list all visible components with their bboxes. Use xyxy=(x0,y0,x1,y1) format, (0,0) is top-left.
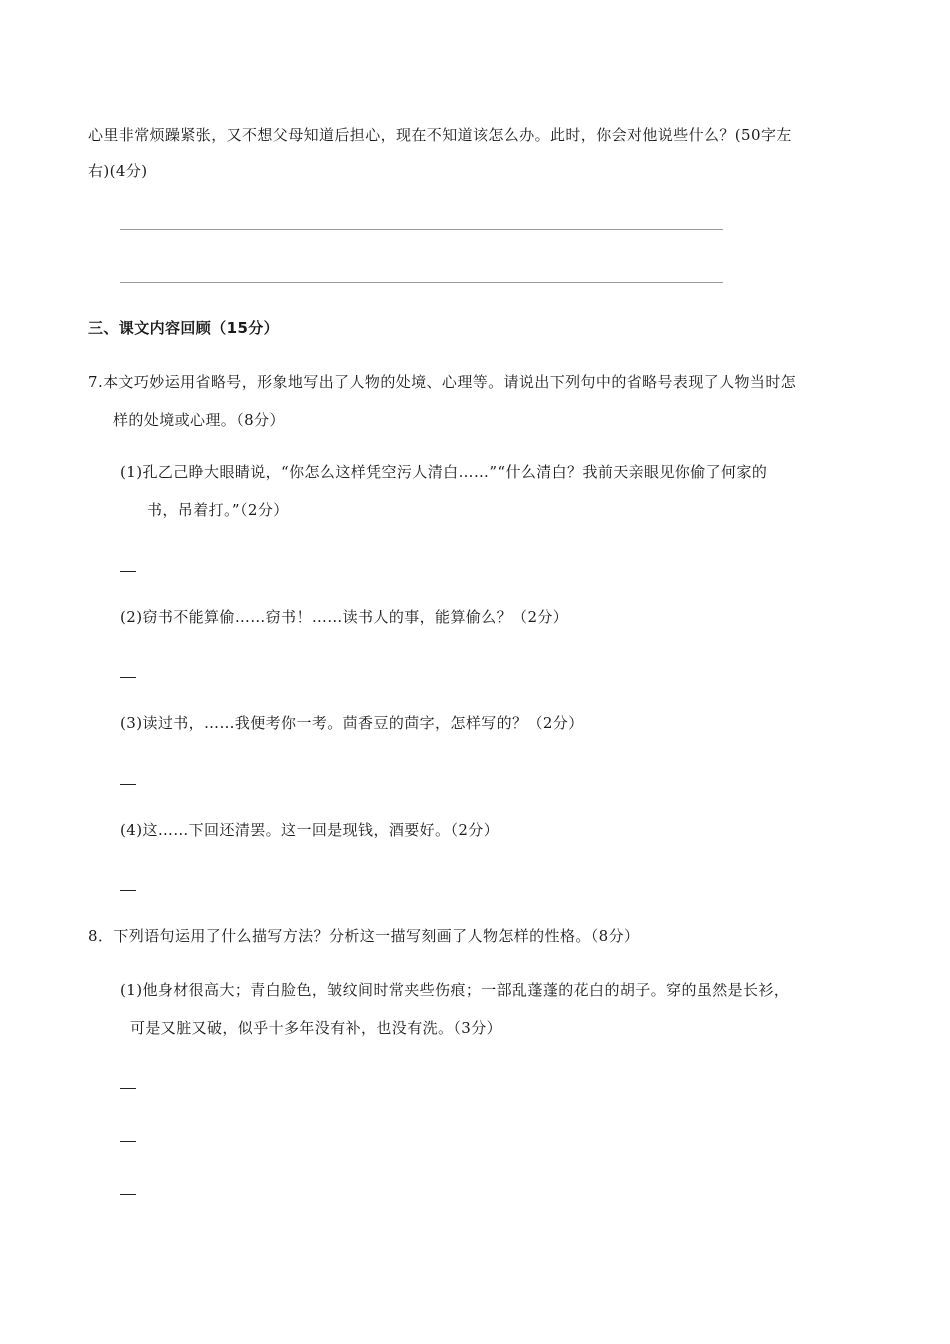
question-7-line-2: 样的处境或心理。（8分） xyxy=(113,411,285,429)
section-heading: 三、课文内容回顾（15分） xyxy=(88,319,280,337)
answer-line[interactable] xyxy=(120,229,723,230)
question-7-3: (3)读过书，……我便考你一考。茴香豆的茴字，怎样写的？（2分） xyxy=(120,714,584,732)
answer-blank[interactable] xyxy=(120,784,136,785)
question-8-line-1: 8．下列语句运用了什么描写方法？分析这一描写刻画了人物怎样的性格。（8分） xyxy=(88,927,640,945)
question-7-2: (2)窃书不能算偷……窃书！……读书人的事，能算偷么？（2分） xyxy=(120,608,569,626)
intro-text-line-1: 心里非常烦躁紧张，又不想父母知道后担心，现在不知道该怎么办。此时，你会对他说些什么？(50字左 xyxy=(88,126,792,144)
answer-line[interactable] xyxy=(120,282,723,283)
question-7-4: (4)这……下回还清罢。这一回是现钱，酒要好。（2分） xyxy=(120,821,500,839)
question-7-1-line-2: 书，吊着打。”（2分） xyxy=(147,501,289,519)
question-7-line-1: 7.本文巧妙运用省略号，形象地写出了人物的处境、心理等。请说出下列句中的省略号表现了人物当时怎 xyxy=(88,373,797,391)
intro-text-line-2: 右)(4分) xyxy=(88,162,148,180)
answer-blank[interactable] xyxy=(120,1194,136,1195)
answer-blank[interactable] xyxy=(120,571,136,572)
answer-blank[interactable] xyxy=(120,1141,136,1142)
answer-blank[interactable] xyxy=(120,677,136,678)
question-8-1-line-1: (1)他身材很高大；青白脸色，皱纹间时常夹些伤痕；一部乱蓬蓬的花白的胡子。穿的虽然是长衫， xyxy=(120,981,790,999)
answer-blank[interactable] xyxy=(120,890,136,891)
answer-blank[interactable] xyxy=(120,1088,136,1089)
question-8-1-line-2: 可是又脏又破，似乎十多年没有补，也没有洗。（3分） xyxy=(130,1019,503,1037)
question-7-1-line-1: (1)孔乙己睁大眼睛说，“你怎么这样凭空污人清白……”“什么清白？我前天亲眼见你偷了何家的 xyxy=(120,463,768,481)
